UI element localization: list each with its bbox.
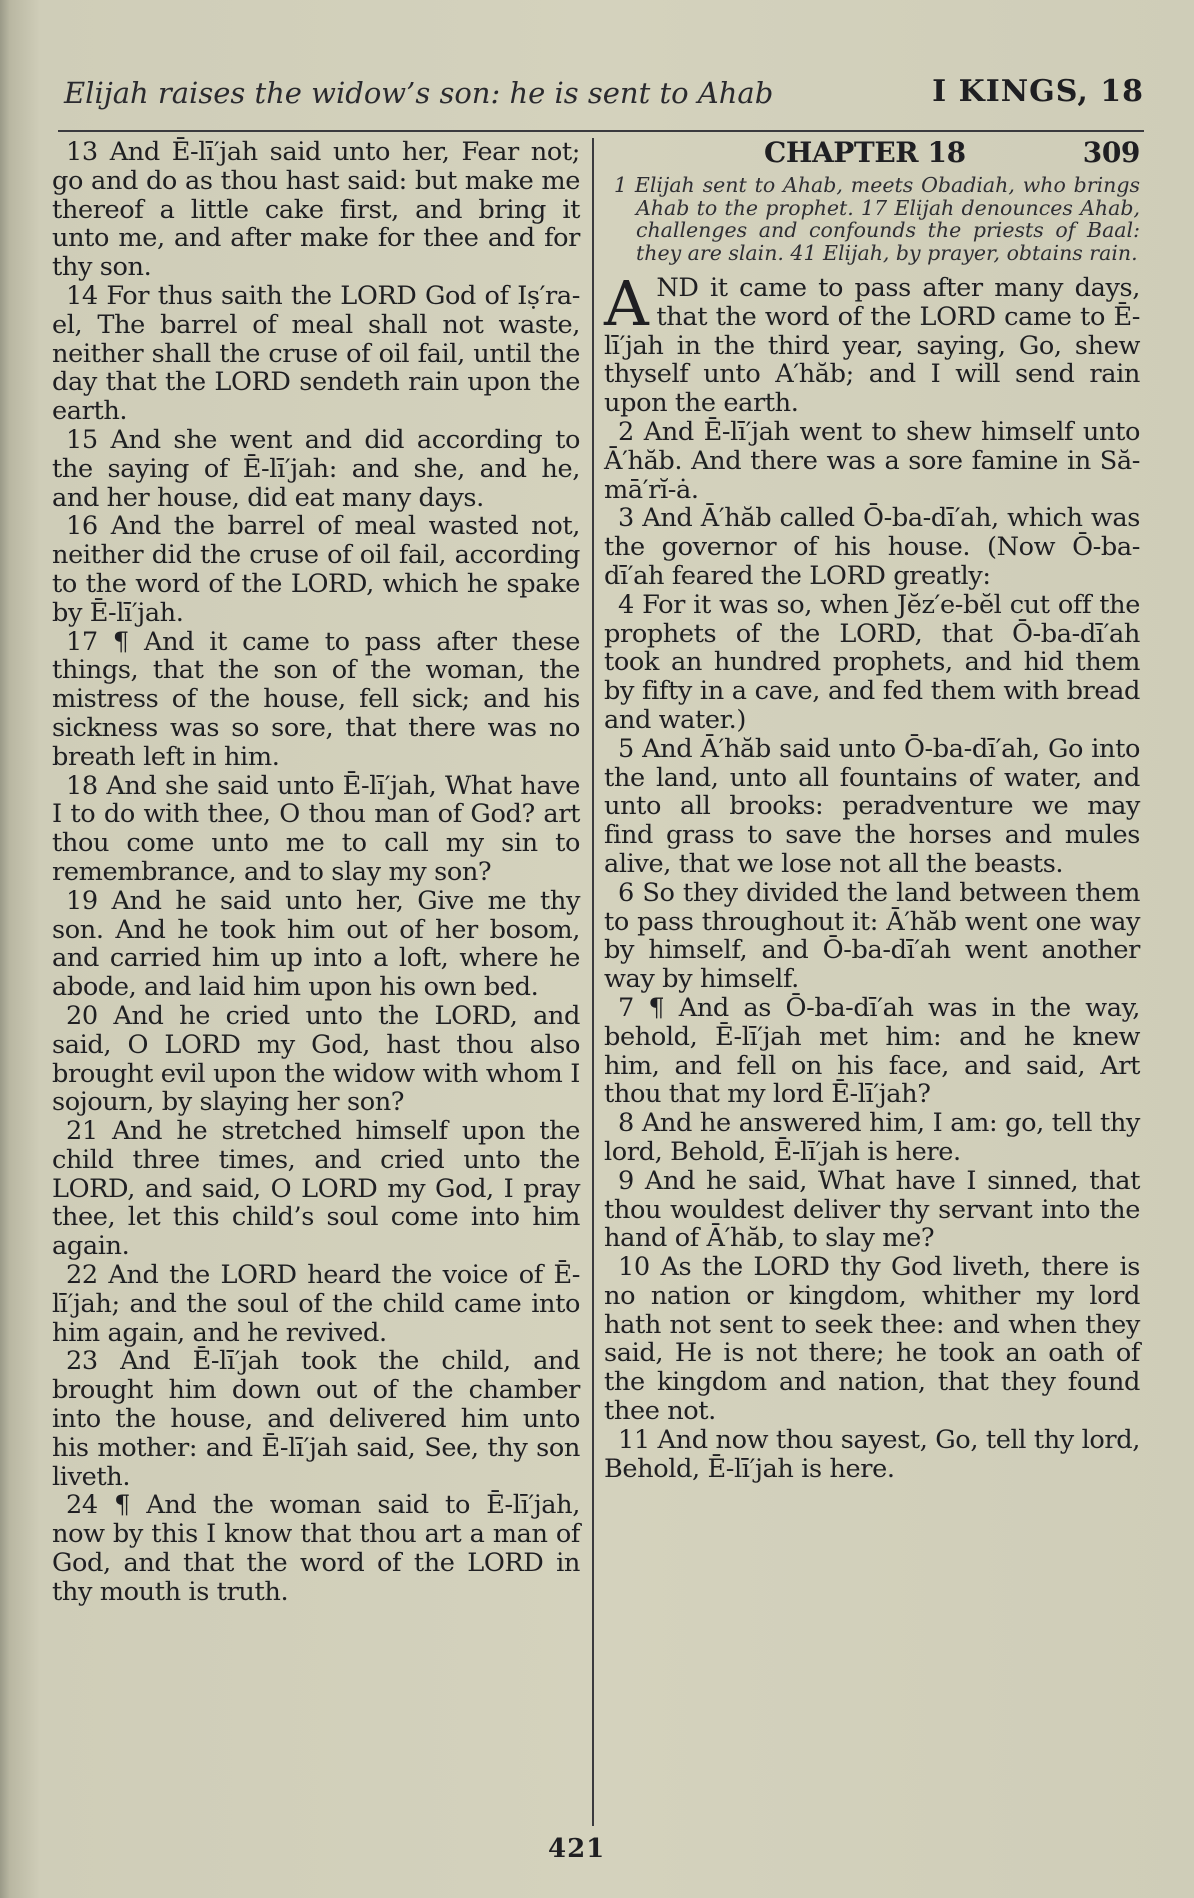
verse-15: 15 And she went and did according to the saying of Ē-lī′jah: and she, and he, and her house, did eat many days.	[52, 424, 580, 513]
verse-22: 22 And the LORD heard the voice of Ē-lī′jah; and the soul of the child came into him again, and he revived.	[52, 1260, 580, 1348]
header-rule	[58, 130, 1144, 132]
column-divider	[592, 138, 594, 1826]
chapter-summary: 1 Elijah sent to Ahab, meets Obadiah, who brings Ahab to the prophet. 17 Elijah denounces Ahab, challenges and confounds the priests of Baal: they are slain. 41 Elijah, by prayer, obtains rain.	[614, 173, 1140, 265]
verse-1-text: ND it came to pass after many days, that the word of the LORD came to Ē-lī′jah in the third year, saying, Go, shew thyself unto A′hăb; and I will send rain upon the earth.	[604, 273, 1140, 419]
verse-14: 14 For thus saith the LORD God of Iṣ′ra-el, The barrel of meal shall not waste, neither shall the cruse of oil fail, until the day that the LORD sendeth rain upon the earth.	[52, 280, 580, 427]
verse-21: 21 And he stretched himself upon the child three times, and cried unto the LORD, and said, O LORD my God, I pray thee, let this child’s soul come into him again.	[52, 1116, 580, 1262]
running-head: Elijah raises the widow’s son: he is sent to Ahab	[64, 76, 774, 110]
verse-13: 13 And Ē-lī′jah said unto her, Fear not; go and do as thou hast said: but make me thereof a little cake first, and bring it unto me, and after make for thee and for thy son.	[52, 137, 580, 283]
verse-18: 18 And she said unto Ē-lī′jah, What have I to do with thee, O thou man of God? art thou come unto me to call my sin to remembrance, and to slay my son?	[52, 770, 580, 887]
verse-6: 6 So they divided the land between them to pass throughout it: Ā′hăb went one way by himself, and Ō-ba-dī′ah went another way by himself.	[604, 877, 1140, 995]
verse-10: 10 As the LORD thy God liveth, there is no nation or kingdom, whither my lord hath not sent to seek thee: and when they said, He is not there; he took an oath of the kingdom and nation, that they found thee not.	[604, 1252, 1140, 1427]
left-column	[52, 138, 580, 1607]
verse-19: 19 And he said unto her, Give me thy son. And he took him out of her bosom, and carried him up into a loft, where he abode, and laid him upon his own bed.	[52, 885, 580, 1003]
verse-11: 11 And now thou sayest, Go, tell thy lord, Behold, Ē-lī′jah is here.	[604, 1424, 1140, 1484]
chapter-page-number: 309	[1082, 136, 1140, 169]
verse-8: 8 And he answered him, I am: go, tell thy lord, Behold, Ē-lī′jah is here.	[604, 1108, 1140, 1167]
chapter-heading	[604, 138, 1140, 168]
verse-1	[604, 267, 1140, 419]
verse-16: 16 And the barrel of meal wasted not, neither did the cruse of oil fail, according to the word of the LORD, which he spake by Ē-lī′jah.	[52, 511, 580, 628]
verse-2: 2 And Ē-lī′jah went to shew himself unto Ā′hăb. And there was a sore famine in Să-mā′rĭ-ȧ.	[604, 416, 1140, 505]
verse-5: 5 And Ā′hăb said unto Ō-ba-dī′ah, Go into the land, unto all fountains of water, and unto all brooks: peradventure we may find grass to save the horses and mules alive, that we lose not all the beasts.	[604, 733, 1140, 879]
page-number: 421	[548, 1834, 606, 1864]
book-reference: I KINGS, 18	[932, 74, 1144, 109]
verse-17: 17 ¶ And it came to pass after these things, that the son of the woman, the mistress of the house, fell sick; and his sickness was so sore, that there was no breath left in him.	[52, 626, 580, 772]
drop-cap: A	[604, 267, 649, 340]
verse-23: 23 And Ē-lī′jah took the child, and brought him down out of the chamber into the house, and delivered him unto his mother: and Ē-lī′jah said, See, thy son liveth.	[52, 1346, 580, 1492]
right-column	[604, 138, 1140, 1483]
verse-9: 9 And he said, What have I sinned, that thou wouldest deliver thy servant into the hand of Ā′hăb, to slay me?	[604, 1165, 1140, 1254]
verse-20: 20 And he cried unto the LORD, and said, O LORD my God, hast thou also brought evil upon the widow with whom I sojourn, by slaying her son?	[52, 1000, 580, 1118]
verse-3: 3 And Ā′hăb called Ō-ba-dī′ah, which was the governor of his house. (Now Ō-ba-dī′ah feared the LORD greatly:	[604, 503, 1140, 591]
page-header	[64, 76, 1144, 124]
chapter-title: CHAPTER 18	[764, 136, 966, 169]
verse-7: 7 ¶ And as Ō-ba-dī′ah was in the way, behold, Ē-lī′jah met him: and he knew him, and fell on his face, and said, Art thou that my lord Ē-lī′jah?	[604, 992, 1140, 1110]
verse-24: 24 ¶ And the woman said to Ē-lī′jah, now by this I know that thou art a man of God, and that the word of the LORD in thy mouth is truth.	[52, 1490, 580, 1607]
verse-4: 4 For it was so, when Jĕz′e-bĕl cut off the prophets of the LORD, that Ō-ba-dī′ah took an hundred prophets, and hid them by fifty in a cave, and fed them with bread and water.)	[604, 589, 1140, 735]
